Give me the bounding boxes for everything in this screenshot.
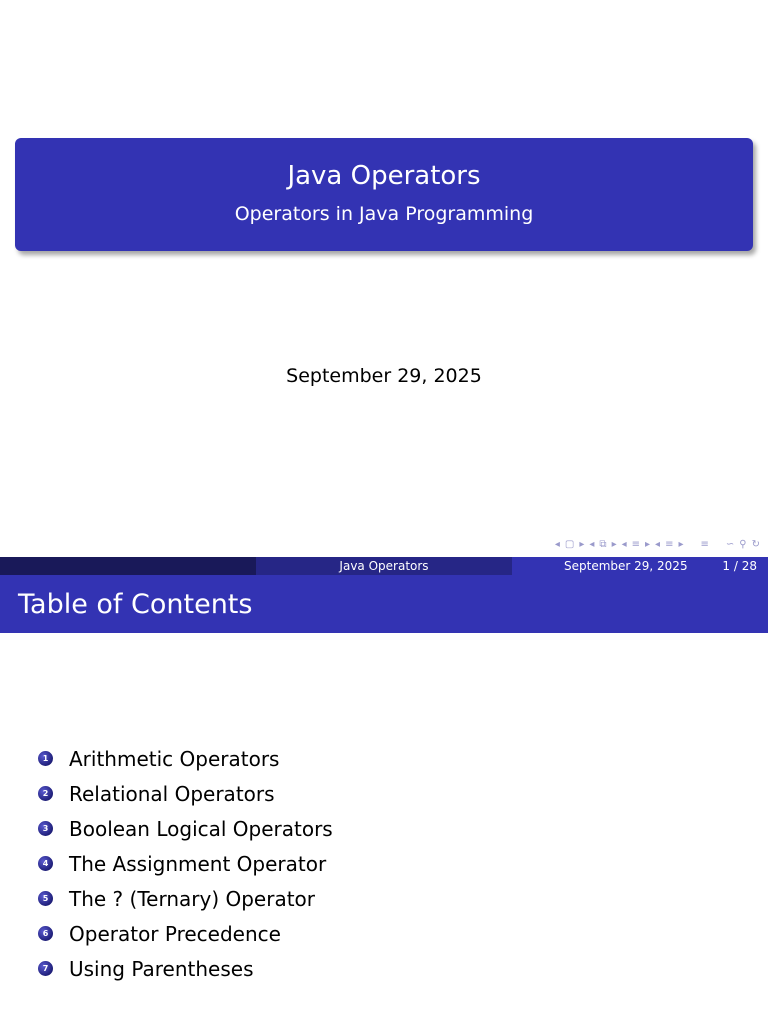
undo-icon[interactable]: ↻ bbox=[751, 539, 760, 550]
frame-title-bar bbox=[0, 575, 768, 633]
nav-next-section-icon[interactable]: ▸ bbox=[645, 539, 651, 550]
presentation-title: Java Operators bbox=[287, 161, 481, 191]
doc-icon[interactable]: ≡ bbox=[665, 539, 674, 550]
toc-number-badge: 1 bbox=[38, 751, 53, 766]
nav-prev-frame-icon[interactable]: ◂ bbox=[554, 539, 560, 550]
toc-item[interactable] bbox=[38, 811, 333, 846]
footer-right bbox=[512, 557, 768, 575]
nav-prev-section-icon[interactable]: ◂ bbox=[621, 539, 627, 550]
toc-item[interactable] bbox=[38, 881, 333, 916]
toc-number-badge: 4 bbox=[38, 856, 53, 871]
nav-next-subsection-icon[interactable]: ▸ bbox=[611, 539, 617, 550]
toc-item[interactable] bbox=[38, 951, 333, 986]
toc-item[interactable] bbox=[38, 741, 333, 776]
section-icon[interactable]: ≡ bbox=[631, 539, 641, 550]
table-of-contents bbox=[38, 741, 333, 986]
align-icon[interactable]: ≡ bbox=[700, 539, 709, 550]
nav-prev-subsection-icon[interactable]: ◂ bbox=[589, 539, 595, 550]
toc-slide bbox=[0, 557, 768, 1024]
toc-item[interactable] bbox=[38, 846, 333, 881]
toc-item-label[interactable]: Arithmetic Operators bbox=[69, 746, 280, 771]
nav-next-frame-icon[interactable]: ▸ bbox=[579, 539, 585, 550]
toc-number-badge: 5 bbox=[38, 891, 53, 906]
toc-item-label[interactable]: Relational Operators bbox=[69, 781, 275, 806]
presentation-date: September 29, 2025 bbox=[286, 365, 482, 387]
toc-item-label[interactable]: Using Parentheses bbox=[69, 956, 254, 981]
footer-short-title: Java Operators bbox=[256, 557, 512, 575]
toc-item[interactable] bbox=[38, 916, 333, 951]
toc-number-badge: 3 bbox=[38, 821, 53, 836]
toc-number-badge: 7 bbox=[38, 961, 53, 976]
toc-item-label[interactable]: The Assignment Operator bbox=[69, 851, 327, 876]
frame-icon[interactable]: ▢ bbox=[564, 539, 575, 550]
zoom-icon[interactable]: ⚲ bbox=[739, 539, 747, 550]
toc-item-label[interactable]: Boolean Logical Operators bbox=[69, 816, 333, 841]
footer-date: September 29, 2025 bbox=[564, 559, 688, 573]
nav-next-doc-icon[interactable]: ▸ bbox=[678, 539, 684, 550]
slide-footer bbox=[0, 557, 768, 575]
frame-title: Table of Contents bbox=[18, 589, 253, 620]
beamer-navigation-bar bbox=[555, 538, 760, 552]
toc-number-badge: 6 bbox=[38, 926, 53, 941]
toc-number-badge: 2 bbox=[38, 786, 53, 801]
nav-prev-doc-icon[interactable]: ◂ bbox=[655, 539, 661, 550]
toc-item-label[interactable]: The ? (Ternary) Operator bbox=[69, 886, 315, 911]
footer-page-number: 1 / 28 bbox=[722, 559, 757, 573]
search-icon[interactable]: ∽ bbox=[725, 539, 735, 550]
toc-item[interactable] bbox=[38, 776, 333, 811]
subsection-icon[interactable]: ⧉ bbox=[599, 539, 607, 550]
footer-author bbox=[0, 557, 256, 575]
title-block bbox=[15, 138, 753, 251]
presentation-subtitle: Operators in Java Programming bbox=[234, 203, 534, 225]
toc-item-label[interactable]: Operator Precedence bbox=[69, 921, 281, 946]
